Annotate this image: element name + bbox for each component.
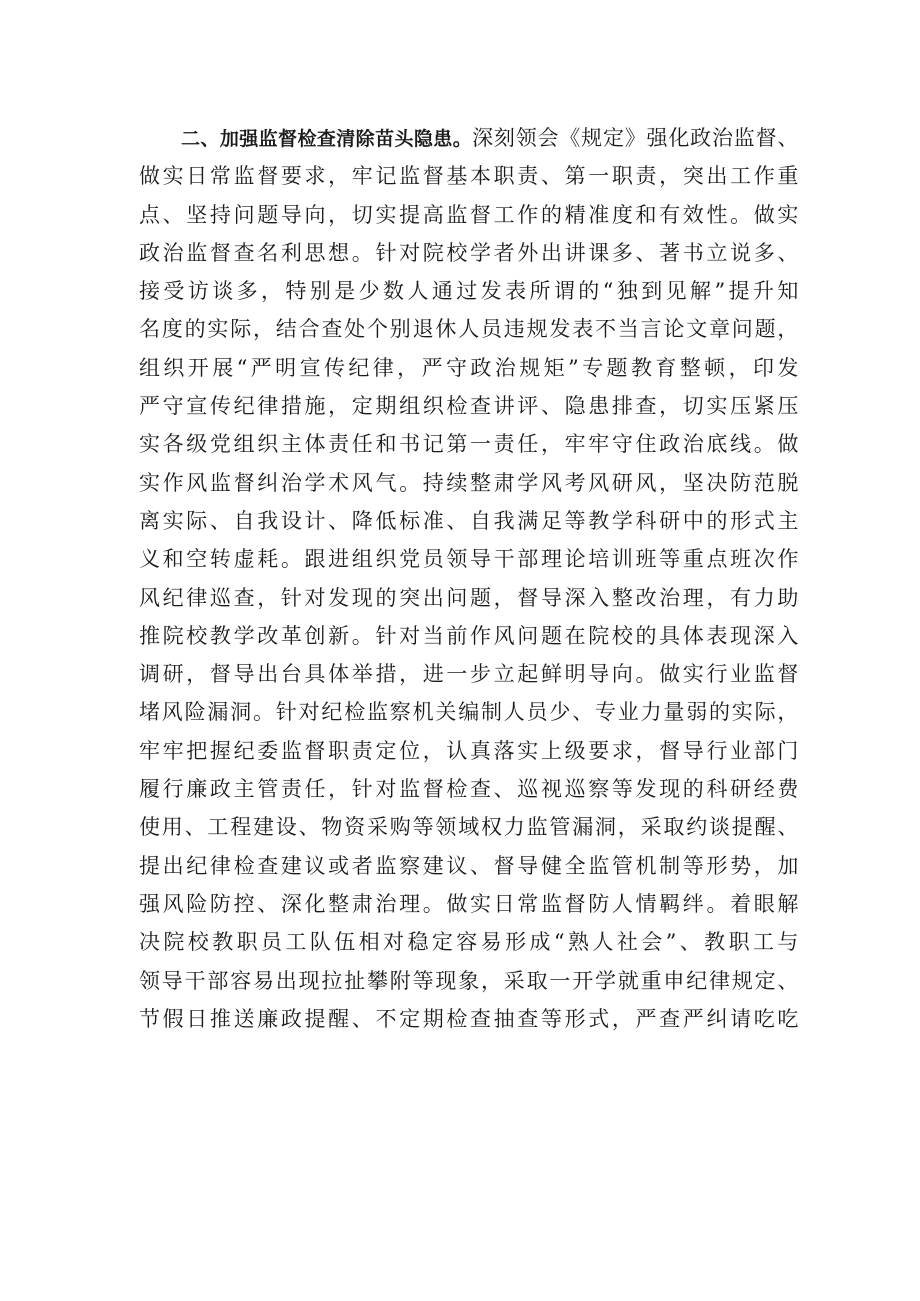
section-heading: 二、加强监督检查清除苗头隐患。 [181,128,473,150]
text-line: 组织开展“严明宣传纪律，严守政治规矩”专题教育整顿，印发 [139,355,799,380]
text-line: 严守宣传纪律措施，定期组织检查讲评、隐患排查，切实压紧压 [139,394,799,419]
first-line-text: 深刻领会《规定》强化政治监督、 [472,126,799,150]
text-line: 推院校教学改革创新。针对当前作风问题在院校的具体表现深入 [139,623,799,648]
text-line: 实作风监督纠治学术风气。持续整肃学风考风研风，坚决防范脱 [139,470,799,495]
text-line: 堵风险漏洞。针对纪检监察机关编制人员少、专业力量弱的实际， [139,700,799,725]
text-line: 义和空转虚耗。跟进组织党员领导干部理论培训班等重点班次作 [139,547,799,572]
text-line: 名度的实际，结合查处个别退休人员违规发表不当言论文章问题， [139,317,799,342]
text-line: 提出纪律检查建议或者监察建议、督导健全监管机制等形势，加 [139,853,799,878]
text-line: 风纪律巡查，针对发现的突出问题，督导深入整改治理，有力助 [139,585,799,610]
text-line: 决院校教职员工队伍相对稳定容易形成“熟人社会”、教职工与 [139,930,799,955]
text-line: 离实际、自我设计、降低标准、自我满足等教学科研中的形式主 [139,508,799,533]
text-line: 履行廉政主管责任，针对监督检查、巡视巡察等发现的科研经费 [139,777,799,802]
text-line: 实各级党组织主体责任和书记第一责任，牢牢守住政治底线。做 [139,432,799,457]
body-paragraph [139,119,799,1038]
text-line: 使用、工程建设、物资采购等领域权力监管漏洞，采取约谈提醒、 [139,815,799,840]
text-line: 牢牢把握纪委监督职责定位，认真落实上级要求，督导行业部门 [139,738,799,763]
text-line: 做实日常监督要求，牢记监督基本职责、第一职责，突出工作重 [139,164,799,189]
text-line: 调研，督导出台具体举措，进一步立起鲜明导向。做实行业监督 [139,662,799,687]
text-line: 点、坚持问题导向，切实提高监督工作的精准度和有效性。做实 [139,202,799,227]
text-line: 节假日推送廉政提醒、不定期检查抽查等形式，严查严纠请吃吃 [139,1006,799,1031]
text-line: 接受访谈多，特别是少数人通过发表所谓的“独到见解”提升知 [139,279,799,304]
paragraph-first-line [139,119,799,157]
text-line: 强风险防控、深化整肃治理。做实日常监督防人情羁绊。着眼解 [139,891,799,916]
text-line: 领导干部容易出现拉扯攀附等现象，采取一开学就重申纪律规定、 [139,968,799,993]
text-line: 政治监督查名利思想。针对院校学者外出讲课多、著书立说多、 [139,240,799,265]
